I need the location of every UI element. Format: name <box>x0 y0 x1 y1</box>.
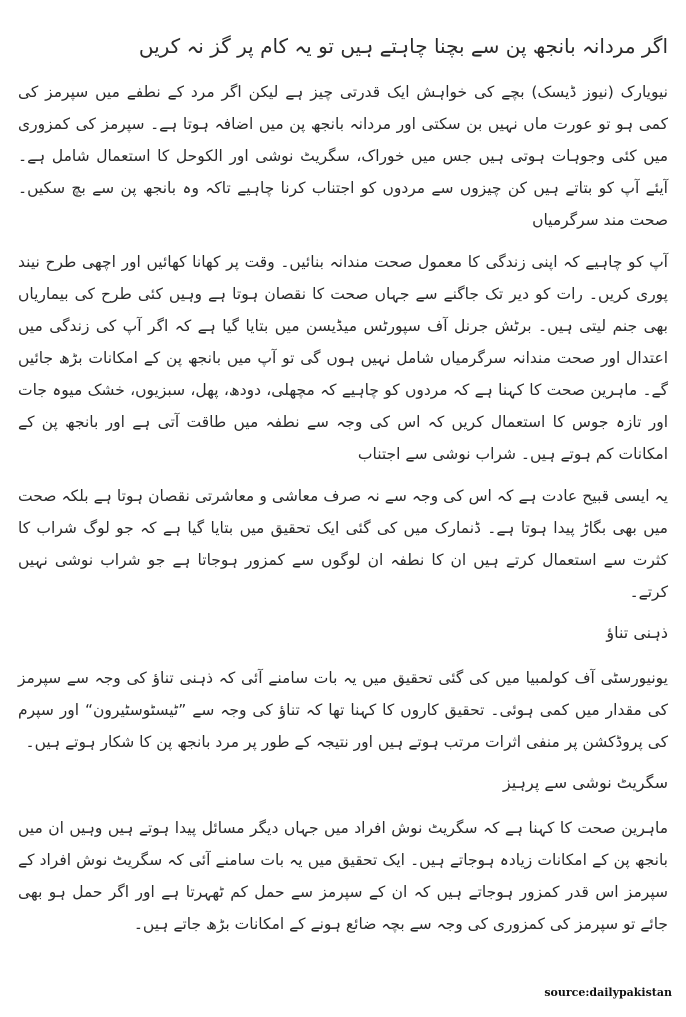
heading-smoking: سگریٹ نوشی سے پرہیز <box>502 773 668 792</box>
article-title: اگر مردانہ بانجھ پن سے بچنا چاہتے ہیں تو یہ کام پر گز نہ کریں <box>138 34 668 58</box>
heading-stress: ذہنی تناؤ <box>606 623 668 642</box>
paragraph-healthy-lifestyle: آپ کو چاہیے کہ اپنی زندگی کا معمول صحت مندانہ بنائیں۔ وقت پر کھانا کھائیں اور اچھی طرح نیند پوری کریں۔ رات کو دیر تک جاگنے سے جہاں صحت کا نقصان ہوتا ہے وہیں کئی طرح کی بیماریاں بھی جنم لیتی ہیں۔ برٹش جرنل آف سپورٹس میڈیسن میں بتایا گیا ہے کہ اگر آپ کی زندگی میں اعتدال اور صحت مندانہ سرگرمیاں شامل نہیں ہوں گی تو آپ میں بانجھ پن کے امکانات بڑھ جائیں گے۔ ماہرین صحت کا کہنا ہے کہ مردوں کو چاہیے کہ مچھلی، دودھ، پھل، سبزیوں، خشک میوہ جات اور تازہ جوس کا استعمال کریں کہ اس کی وجہ سے نطفہ میں طاقت آتی ہے اور بانجھ پن کے امکانات کم ہوتے ہیں۔ شراب نوشی سے اجتناب <box>18 253 668 463</box>
paragraph-intro: نیویارک (نیوز ڈیسک) بچے کی خواہش ایک قدرتی چیز ہے لیکن اگر مرد کے نطفے میں سپرمز کی کمی ہو تو عورت ماں نہیں بن سکتی اور مردانہ بانجھ پن میں اضافہ ہوتا ہے۔ سپرمز کی کمزوری میں کئی وجوہات ہوتی ہیں جس میں خوراک، سگریٹ نوشی اور الکوحل کا استعمال شامل ہے۔ آیئے آپ کو بتاتے ہیں کن چیزوں سے مردوں کو اجتناب کرنا چاہیے تاکہ وہ بانجھ پن سے بچ سکیں۔ صحت مند سرگرمیاں <box>18 83 668 229</box>
paragraph-stress: یونیورسٹی آف کولمبیا میں کی گئی تحقیق میں یہ بات سامنے آئی کہ ذہنی تناؤ کی وجہ سے سپرمز کی مقدار میں کمی ہوئی۔ تحقیق کاروں کا کہنا تھا کہ تناؤ کی وجہ سے ”ٹیسٹوسٹیرون“ اور سپرم کی پروڈکشن پر منفی اثرات مرتب ہوتے ہیں اور نتیجہ کے طور پر مرد بانجھ پن کا شکار ہوتے ہیں۔ <box>18 669 668 751</box>
source-credit: source:dailypakistan <box>544 986 672 999</box>
paragraph-alcohol: یہ ایسی قبیح عادت ہے کہ اس کی وجہ سے نہ صرف معاشی و معاشرتی نقصان ہوتا ہے بلکہ صحت میں بھی بگاڑ پیدا ہوتا ہے۔ ڈنمارک میں کی گئی ایک تحقیق میں بتایا گیا ہے کہ جو لوگ شراب کا کثرت سے استعمال کرتے ہیں ان کا نطفہ ان لوگوں سے کمزور ہوجاتا ہے جو شراب نوشی نہیں کرتے۔ <box>18 487 668 601</box>
paragraph-smoking: ماہرین صحت کا کہنا ہے کہ سگریٹ نوش افراد میں جہاں دیگر مسائل پیدا ہوتے ہیں وہیں ان میں بانجھ پن کے امکانات زیادہ ہوجاتے ہیں۔ ایک تحقیق میں یہ بات سامنے آئی کہ سگریٹ نوش افراد کے سپرمز اس قدر کمزور ہوجاتے ہیں کہ ان کے سپرمز سے حمل کم ٹھہرتا ہے اور اگر حمل ہو بھی جائے تو سپرمز کی کمزوری کی وجہ سے بچہ ضائع ہونے کے امکانات بڑھ جاتے ہیں۔ <box>18 819 668 933</box>
article <box>18 30 668 950</box>
